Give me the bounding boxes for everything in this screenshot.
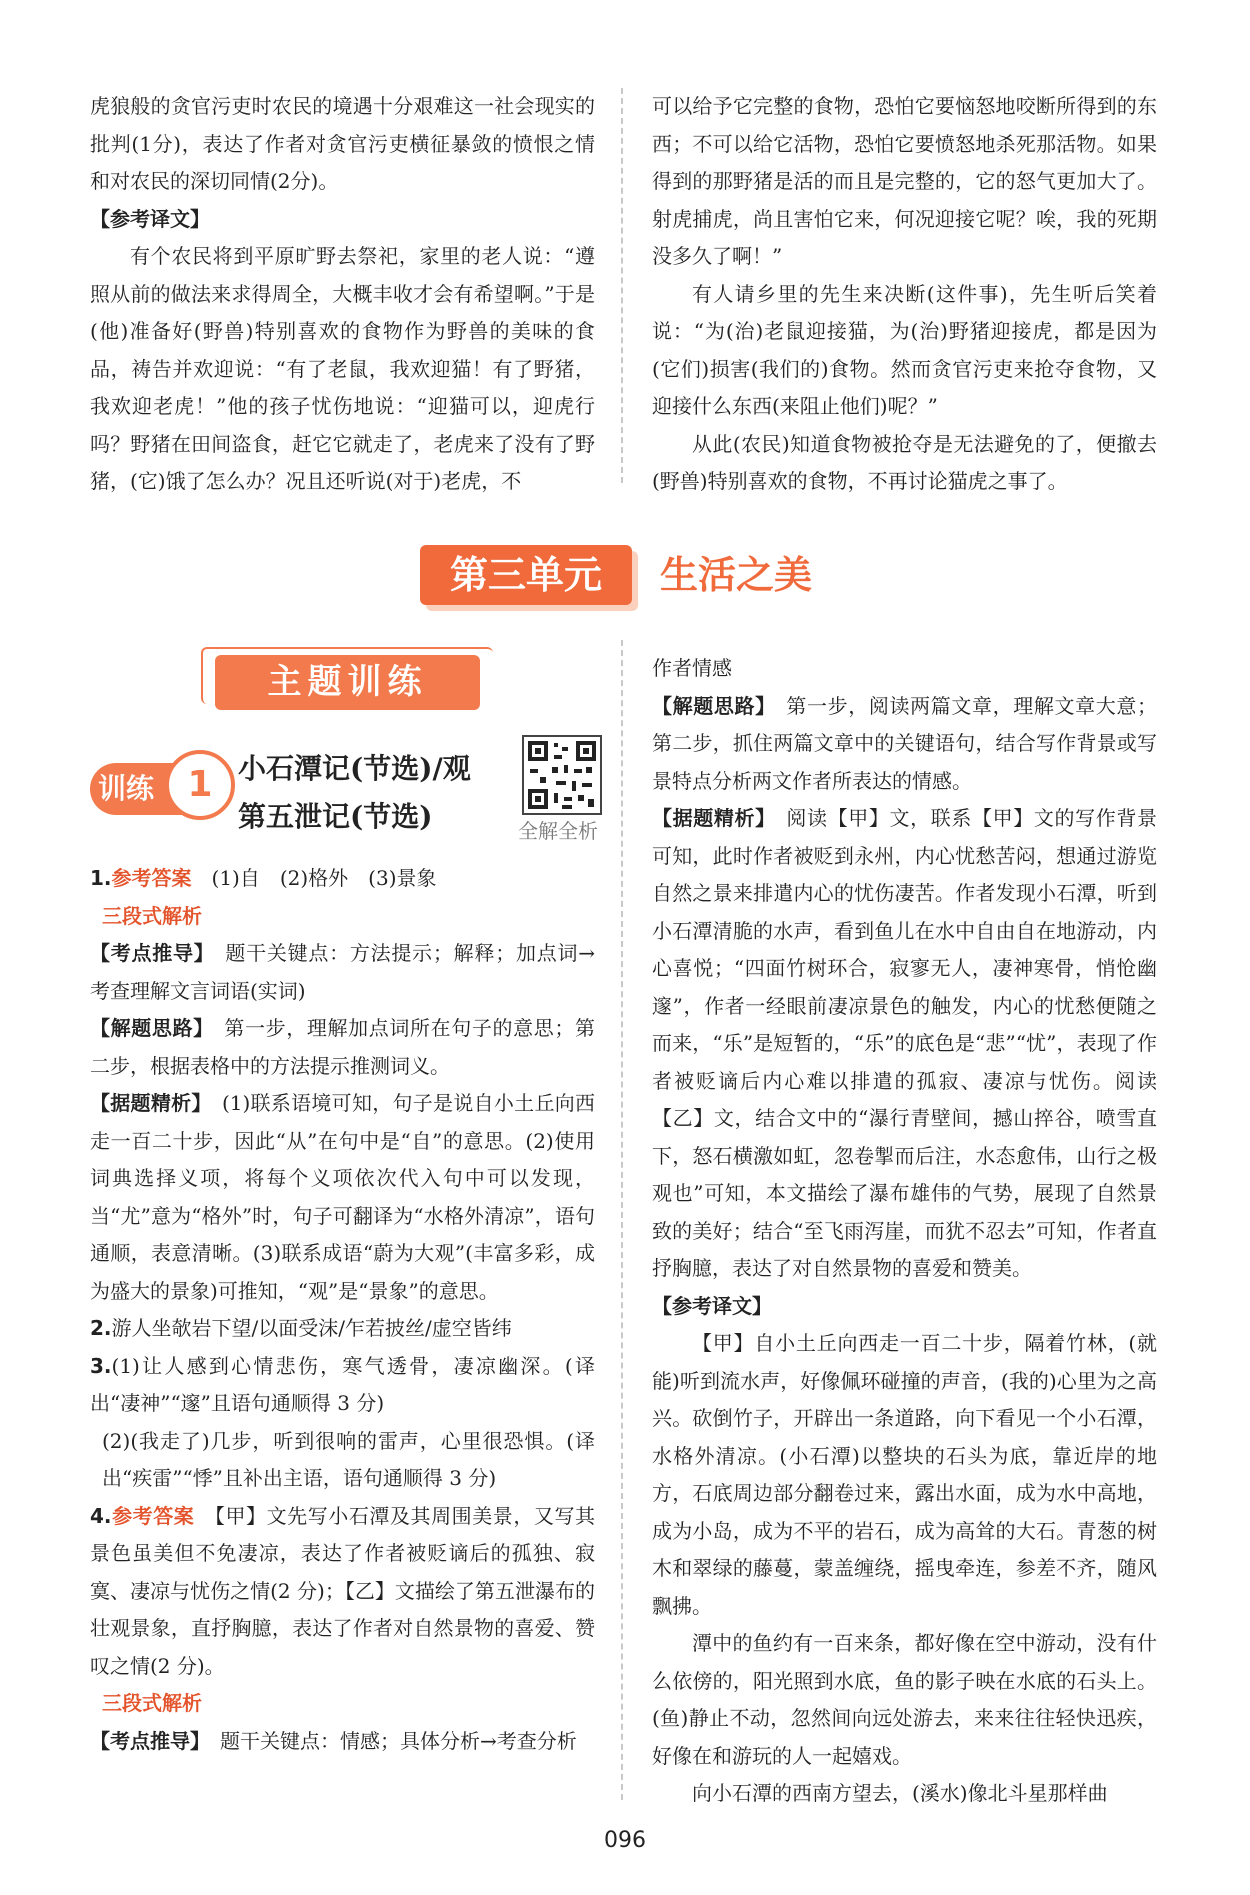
training-number: 1 (165, 750, 235, 820)
top-right-para-2: 有人请乡里的先生来决断(这件事)，先生听后笑着说：“为(治)老鼠迎接猫，为(治)野猪迎接虎，都是因为(它们)损害(我们的)食物。然而贪官污吏来抢夺食物，又迎接什么东西(来阻止他们)呢？” (652, 281, 1157, 418)
q1-kd: 题干关键点：方法提示；解释；加点词→考查理解文言词语(实词) (90, 941, 596, 1003)
right-jx-tag: 【据题精析】 (652, 806, 766, 830)
right-ref-para-3: 向小石潭的西南方望去，(溪水)像北斗星那样曲 (692, 1781, 1108, 1805)
top-left-para-1: 虎狼般的贪官污吏时农民的境遇十分艰难这一社会现实的批判(1分)，表达了作者对贪官污吏横征暴敛的愤恨之情和对农民的深切同情(2分)。 (90, 94, 595, 193)
q1-jt-tag: 【解题思路】 (90, 1016, 204, 1040)
top-left-para-2: 有个农民将到平原旷野去祭祀，家里的老人说：“遵照从前的做法来求得周全，大概丰收才会有希望啊。”于是(他)准备好(野兽)特别喜欢的食物作为野兽的美味的食品，祷告并欢迎说：“有了老鼠，我欢迎猫！有了野猪，我欢迎老虎！”他的孩子忧伤地说：“迎猫可以，迎虎行吗？野猪在田间盗食，赶它它就走了，老虎来了没有了野猪，(它)饿了怎么办？况且还听说(对于)老虎，不 (90, 244, 595, 493)
q4-kd-tag: 【考点推导】 (90, 1728, 200, 1753)
q4-number: 4. (90, 1503, 112, 1528)
q2-number: 2. (90, 1316, 112, 1340)
top-right-para-1: 可以给予它完整的食物，恐怕它要恼怒地咬断所得到的东西；不可以给它活物，恐怕它要愤怒地杀死那活物。如果得到的那野猪是活的而且是完整的，它的怒气更加大了。射虎捕虎，尚且害怕它来，何况迎接它呢？唉，我的死期没多久了啊！” (652, 94, 1157, 268)
right-ref-tag: 【参考译文】 (652, 1293, 772, 1318)
training-title-line-2: 第五泄记(节选) (238, 800, 433, 833)
q3-number: 3. (90, 1353, 112, 1378)
q3-answer-a: (1)让人感到心情悲伤，寒气透骨，凄凉幽深。(译出“凄神”“邃”且语句通顺得 3 分) (90, 1353, 595, 1415)
q1-answer-tag: 参考答案 (111, 866, 192, 890)
q1-answer: (1)自 (2)格外 (3)景象 (211, 866, 437, 890)
page-number: 096 (604, 1828, 646, 1853)
right-ref-para-2: 潭中的鱼约有一百来条，都好像在空中游动，没有什么依傍的，阳光照到水底，鱼的影子映在水底的石头上。(鱼)静止不动，忽然间向远处游去，来来往往轻快迅疾，好像在和游玩的人一起嬉戏。 (652, 1631, 1157, 1768)
q1-sub-heading: 三段式解析 (102, 903, 202, 928)
q1-kd-tag: 【考点推导】 (90, 941, 205, 965)
lower-right-column (652, 650, 1157, 1813)
q3-answer-b: (2)(我走了)几步，听到很响的雷声，心里很恐惧。(译出“疾雷”“悸”且补出主语，语句通顺得 3 分) (102, 1428, 595, 1490)
lower-left-column (90, 860, 595, 1760)
training-title-line-1: 小石潭记(节选)/观 (238, 752, 471, 785)
q4-kd: 题干关键点：情感；具体分析→考查分析 (220, 1728, 577, 1753)
right-jt-tag: 【解题思路】 (652, 693, 766, 718)
lower-divider (621, 640, 623, 1800)
ref-translation-label: 【参考译文】 (90, 206, 210, 231)
q4-answer: 【甲】文先写小石潭及其周围美景，又写其景色虽美但不免凄凉，表达了作者被贬谪后的孤独、寂寞、凄凉与忧伤之情(2 分)；【乙】文描绘了第五泄瀑布的壮观景象，直抒胸臆，表达了作者对自然景物的喜爱、赞叹之情(2 分)。 (90, 1503, 596, 1678)
qr-label: 全解全析 (518, 819, 598, 843)
top-right-column (652, 88, 1157, 501)
top-left-column (90, 88, 595, 501)
topic-training-banner: 主题训练 (215, 655, 480, 710)
q4-sub-heading: 三段式解析 (102, 1691, 202, 1715)
top-right-para-3: 从此(农民)知道食物被抢夺是无法避免的了，便撤去(野兽)特别喜欢的食物，不再讨论猫虎之事了。 (652, 431, 1157, 493)
q2-answer: 游人坐欹岩下望/以面受沫/乍若披丝/虚空皆纬 (111, 1316, 512, 1340)
q1-jx: (1)联系语境可知，句子是说自小土丘向西走一百二十步，因此“从”在句中是“自”的意思。(2)使用词典选择义项，将每个义项依次代入句中可以发现，当“尤”意为“格外”时，句子可翻译为“水格外清凉”，语句通顺，表意清晰。(3)联系成语“蔚为大观”(丰富多彩，成为盛大的景象)可推知，“观”是“景象”的意思。 (90, 1091, 595, 1303)
right-jt: 第一步，阅读两篇文章，理解文章大意；第二步，抓住两篇文章中的关键语句，结合写作背景或写景特点分析两文作者所表达的情感。 (652, 693, 1157, 793)
unit-label: 第三单元 (420, 545, 632, 605)
right-continuation: 作者情感 (652, 656, 732, 680)
training-pill: 训练 (90, 763, 225, 815)
right-jx: 阅读【甲】文，联系【甲】文的写作背景可知，此时作者被贬到永州，内心忧愁苦闷，想通过游览自然之景来排遣内心的忧伤凄苦。作者发现小石潭，听到小石潭清脆的水声，看到鱼儿在水中自由自在地游动，内心喜悦；“四面竹树环合，寂寥无人，凄神寒骨，悄怆幽邃”，作者一经眼前凄凉景色的触发，内心的忧愁便随之而来，“乐”是短暂的，“乐”的底色是“悲”“忧”，表现了作者被贬谪后内心难以排遣的孤寂、凄凉与忧伤。阅读【乙】文，结合文中的“瀑行青壁间，撼山捽谷，喷雪直下，怒石横激如虹，忽卷掣而后注，水态愈伟，山行之极观也”可知，本文描绘了瀑布雄伟的气势，展现了自然景致的美好；结合“至飞雨泻崖，而犹不忍去”可知，作者直抒胸臆，表达了对自然景物的喜爱和赞美。 (652, 806, 1157, 1280)
q1-jx-tag: 【据题精析】 (90, 1091, 202, 1115)
q1-number: 1. (90, 866, 112, 890)
unit-theme: 生活之美 (660, 553, 813, 597)
training-title (238, 745, 513, 841)
q4-answer-tag: 参考答案 (111, 1503, 195, 1528)
qr-code-icon[interactable] (522, 735, 602, 815)
top-divider (621, 88, 623, 483)
unit-banner (420, 545, 830, 605)
q1-jt: 第一步，理解加点词所在句子的意思；第二步，根据表格中的方法提示推测词义。 (90, 1016, 595, 1078)
right-ref-para-1: 【甲】自小土丘向西走一百二十步，隔着竹林，(就能)听到流水声，好像佩环碰撞的声音，(我的)心里为之高兴。砍倒竹子，开辟出一条道路，向下看见一个小石潭，水格外清凉。(小石潭)以整块的石头为底，靠近岸的地方，石底周边部分翻卷过来，露出水面，成为水中高地，成为小岛，成为不平的岩石，成为高耸的大石。青葱的树木和翠绿的藤蔓，蒙盖缠绕，摇曳牵连，参差不齐，随风飘拂。 (652, 1331, 1157, 1618)
